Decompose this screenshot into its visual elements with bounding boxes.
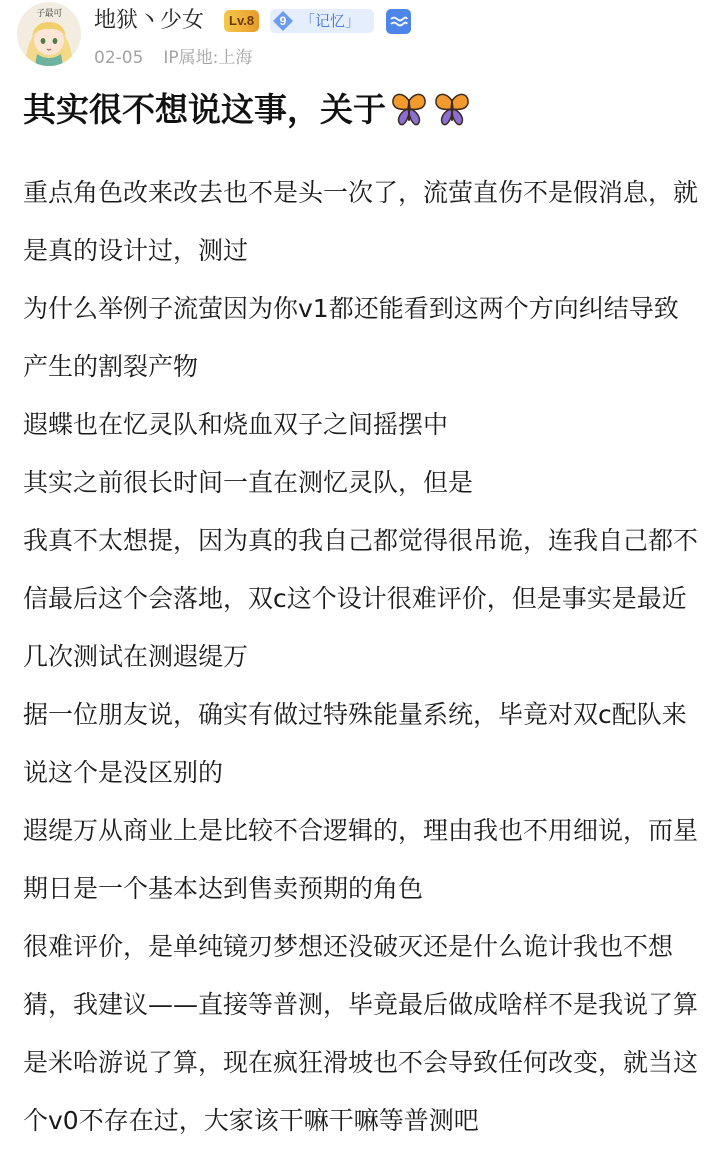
post-header — [0, 0, 720, 80]
post-paragraph: 其实之前很长时间一直在测忆灵队，但是 — [23, 468, 474, 497]
fan-level: 9 — [279, 14, 287, 28]
post-paragraph: 遐蝶也在忆灵队和烧血双子之间摇摆中 — [23, 410, 449, 439]
avatar[interactable] — [17, 2, 81, 66]
fan-label: 「记忆」 — [300, 12, 361, 30]
post-date: 02-05 — [94, 48, 144, 68]
post-meta — [94, 46, 252, 70]
post-title — [23, 88, 472, 132]
wave-icon[interactable] — [386, 9, 411, 34]
post-paragraph: 重点角色改来改去也不是头一次了，流萤直伤不是假消息，就是真的设计过，测过 — [23, 178, 699, 265]
post-title-text: 其实很不想说这事，关于 — [23, 90, 386, 129]
post-paragraph: 很难评价，是单纯镜刃梦想还没破灭还是什么诡计我也不想猜，我建议——直接等普测，毕竟最后做成啥样不是我说了算是米哈游说了算，现在疯狂滑坡也不会导致任何改变，就当这个v0不存在过，大家该干嘛干嘛等普测吧 — [23, 932, 699, 1135]
post-paragraph: 为什么举例子流萤因为你v1都还能看到这两个方向纠结导致产生的割裂产物 — [23, 294, 679, 381]
post-paragraph: 我真不太想提，因为真的我自己都觉得很吊诡，连我自己都不信最后这个会落地，双c这个设计很难评价，但是事实是最近几次测试在测遐缇万 — [23, 526, 699, 671]
level-badge: Lv.8 — [224, 10, 259, 32]
avatar-caption: 子最可 — [36, 9, 62, 19]
post-paragraph: 遐缇万从商业上是比较不合逻辑的，理由我也不用细说，而星期日是一个基本达到售卖预期的角色 — [23, 816, 699, 903]
fan-badge[interactable] — [270, 9, 374, 33]
butterfly-icon — [432, 89, 472, 129]
ip-location: IP属地:上海 — [163, 48, 253, 68]
post-paragraph: 据一位朋友说，确实有做过特殊能量系统，毕竟对双c配队来说这个是没区别的 — [23, 700, 687, 787]
post-body — [23, 164, 698, 1150]
username[interactable]: 地狱丶少女 — [94, 8, 205, 33]
butterfly-icon — [389, 89, 429, 129]
